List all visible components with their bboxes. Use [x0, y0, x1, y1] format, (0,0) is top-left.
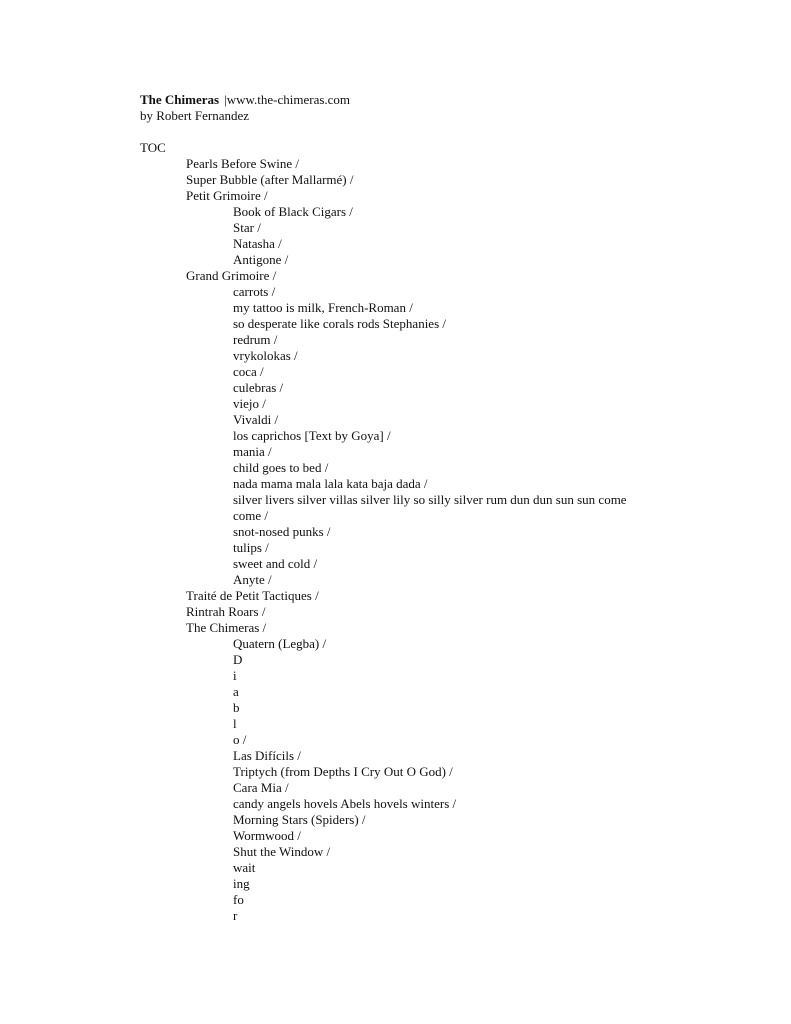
title-separator: | — [224, 92, 227, 107]
toc-poem-entry: fo — [233, 892, 244, 907]
toc-poem-entry: mania / — [233, 444, 272, 459]
toc-poem-entry: Natasha / — [233, 236, 282, 251]
toc-section-entry: Pearls Before Swine / — [186, 156, 300, 171]
toc-poem-entry: Anyte / — [233, 572, 272, 587]
toc-poem-entry: nada mama mala lala kata baja dada / — [233, 476, 428, 491]
toc-poem-entry: Cara Mia / — [233, 780, 289, 795]
toc-poem-entry: viejo / — [233, 396, 266, 411]
toc-poem-entry: Vivaldi / — [233, 412, 279, 427]
toc-section-entry: Super Bubble (after Mallarmé) / — [186, 172, 354, 187]
title-line — [140, 92, 350, 108]
toc-poem-entry: ing — [233, 876, 250, 891]
toc-poem-entry: los caprichos [Text by Goya] / — [233, 428, 391, 443]
toc-poem-entry: Book of Black Cigars / — [233, 204, 353, 219]
toc-poem-entry: come / — [233, 508, 269, 523]
toc-poem-entry: snot-nosed punks / — [233, 524, 331, 539]
toc-section-entry: The Chimeras / — [186, 620, 267, 635]
toc-poem-entry: i — [233, 668, 237, 683]
toc-poem-entry: Las Difícils / — [233, 748, 301, 763]
toc-poem-entry: vrykolokas / — [233, 348, 298, 363]
toc-poem-entry: Wormwood / — [233, 828, 301, 843]
table-of-contents — [0, 156, 791, 924]
toc-heading: TOC — [140, 140, 166, 155]
toc-poem-entry: wait — [233, 860, 256, 875]
toc-poem-entry: Triptych (from Depths I Cry Out O God) / — [233, 764, 453, 779]
toc-poem-entry: so desperate like corals rods Stephanies / — [233, 316, 446, 331]
toc-poem-entry: o / — [233, 732, 247, 747]
toc-poem-entry: child goes to bed / — [233, 460, 329, 475]
toc-section-entry: Traité de Petit Tactiques / — [186, 588, 319, 603]
toc-poem-entry: my tattoo is milk, French-Roman / — [233, 300, 413, 315]
toc-poem-entry: redrum / — [233, 332, 278, 347]
toc-poem-entry: carrots / — [233, 284, 276, 299]
toc-section-entry: Grand Grimoire / — [186, 268, 277, 283]
document-header — [140, 92, 350, 124]
author-byline: by Robert Fernandez — [140, 108, 250, 123]
toc-section-entry: Petit Grimoire / — [186, 188, 268, 203]
document-title: The Chimeras — [140, 92, 220, 107]
toc-poem-entry: b — [233, 700, 240, 715]
toc-poem-entry: culebras / — [233, 380, 284, 395]
toc-poem-entry: sweet and cold / — [233, 556, 318, 571]
toc-poem-entry: coca / — [233, 364, 264, 379]
toc-poem-entry: Morning Stars (Spiders) / — [233, 812, 366, 827]
toc-poem-entry: a — [233, 684, 239, 699]
toc-poem-entry: l — [233, 716, 237, 731]
toc-poem-entry: D — [233, 652, 243, 667]
website-url: www.the-chimeras.com — [226, 92, 351, 107]
toc-poem-entry: Shut the Window / — [233, 844, 331, 859]
toc-poem-entry: tulips / — [233, 540, 269, 555]
toc-poem-entry: silver livers silver villas silver lily so silly silver rum dun dun sun sun come — [233, 492, 627, 507]
toc-poem-entry: Quatern (Legba) / — [233, 636, 327, 651]
toc-poem-entry: Star / — [233, 220, 261, 235]
toc-section-entry: Rintrah Roars / — [186, 604, 266, 619]
toc-poem-entry: Antigone / — [233, 252, 289, 267]
toc-poem-entry: r — [233, 908, 238, 923]
toc-poem-entry: candy angels hovels Abels hovels winters / — [233, 796, 457, 811]
